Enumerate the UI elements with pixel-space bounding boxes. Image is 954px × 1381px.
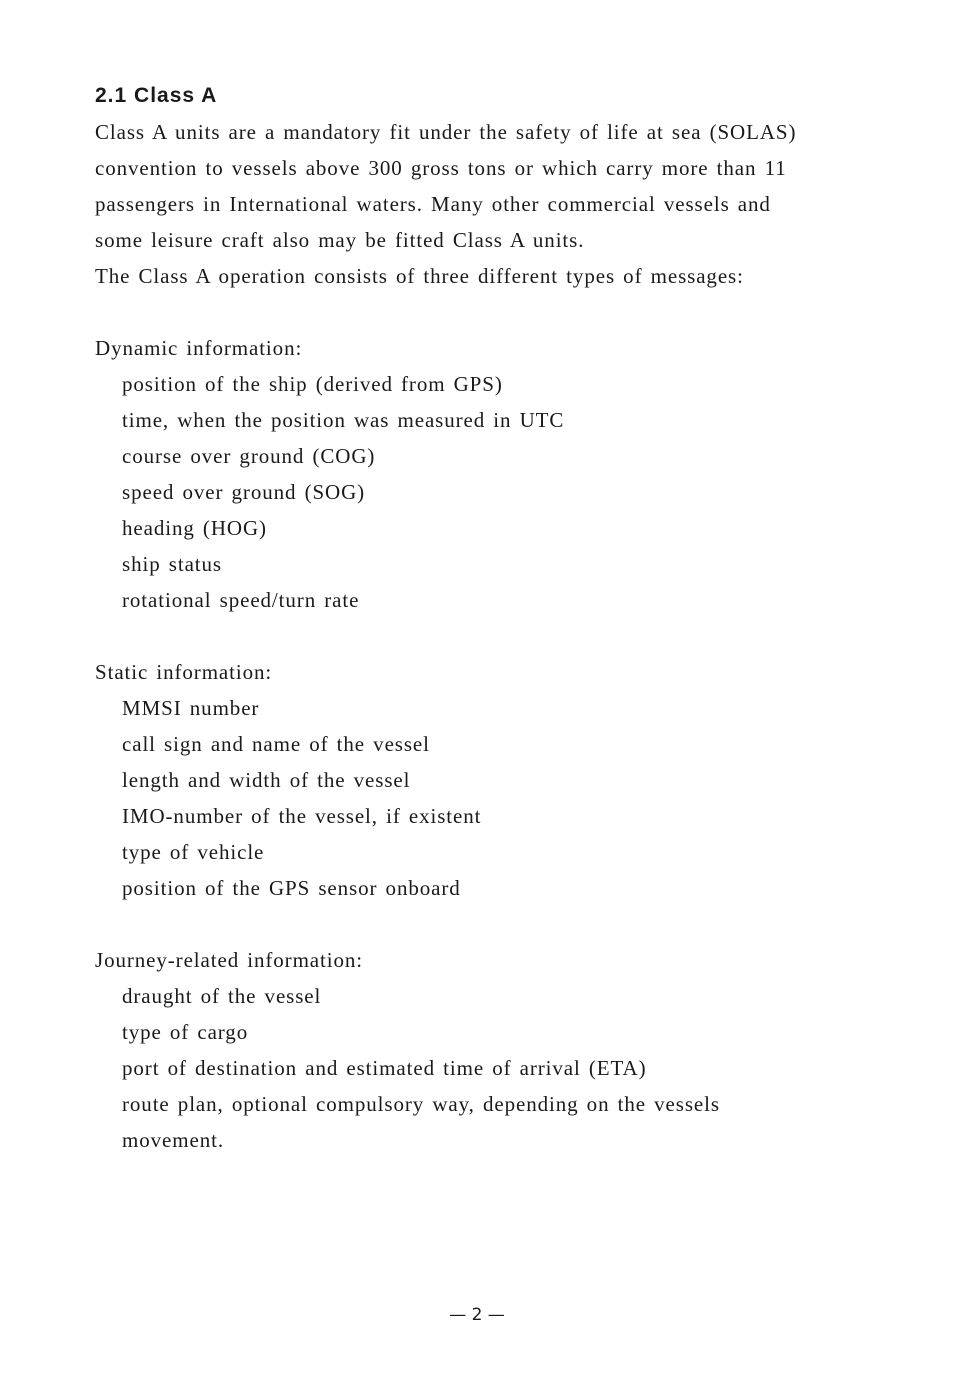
static-info-title: Static information: <box>95 660 273 684</box>
intro-paragraph <box>95 114 895 294</box>
list-item: position of the GPS sensor onboard <box>122 876 461 900</box>
list-item: MMSI number <box>122 696 260 720</box>
list-item: rotational speed/turn rate <box>122 588 360 612</box>
spacer <box>95 906 895 942</box>
list-item: length and width of the vessel <box>122 768 411 792</box>
intro-line: Class A units are a mandatory fit under the safety of life at sea (SOLAS) <box>95 120 797 144</box>
intro-line: convention to vessels above 300 gross tons or which carry more than 11 <box>95 156 787 180</box>
static-info-section <box>95 654 895 906</box>
list-item: type of vehicle <box>122 840 265 864</box>
dynamic-info-section <box>95 330 895 618</box>
intro-line: passengers in International waters. Many other commercial vessels and <box>95 192 771 216</box>
spacer <box>95 618 895 654</box>
dynamic-info-list <box>95 366 895 618</box>
list-item: ship status <box>122 552 222 576</box>
journey-info-list <box>95 978 895 1158</box>
dynamic-info-title: Dynamic information: <box>95 336 303 360</box>
list-item: route plan, optional compulsory way, depending on the vessels <box>122 1092 720 1116</box>
list-item: movement. <box>122 1128 224 1152</box>
list-item: time, when the position was measured in UTC <box>122 408 565 432</box>
static-info-list <box>95 690 895 906</box>
page-number: — 2 — <box>449 1305 505 1325</box>
list-item: call sign and name of the vessel <box>122 732 430 756</box>
list-item: course over ground (COG) <box>122 444 376 468</box>
list-item: type of cargo <box>122 1020 249 1044</box>
list-item: speed over ground (SOG) <box>122 480 366 504</box>
list-item: heading (HOG) <box>122 516 267 540</box>
journey-info-title: Journey-related information: <box>95 948 364 972</box>
types-sentence: The Class A operation consists of three different types of messages: <box>95 264 744 288</box>
journey-info-section <box>95 942 895 1158</box>
spacer <box>95 294 895 330</box>
list-item: IMO-number of the vessel, if existent <box>122 804 482 828</box>
list-item: position of the ship (derived from GPS) <box>122 372 503 396</box>
list-item: draught of the vessel <box>122 984 322 1008</box>
intro-line: some leisure craft also may be fitted Class A units. <box>95 228 585 252</box>
section-heading: 2.1 Class A <box>95 84 218 107</box>
list-item: port of destination and estimated time of arrival (ETA) <box>122 1056 647 1080</box>
document-page <box>95 78 895 1158</box>
